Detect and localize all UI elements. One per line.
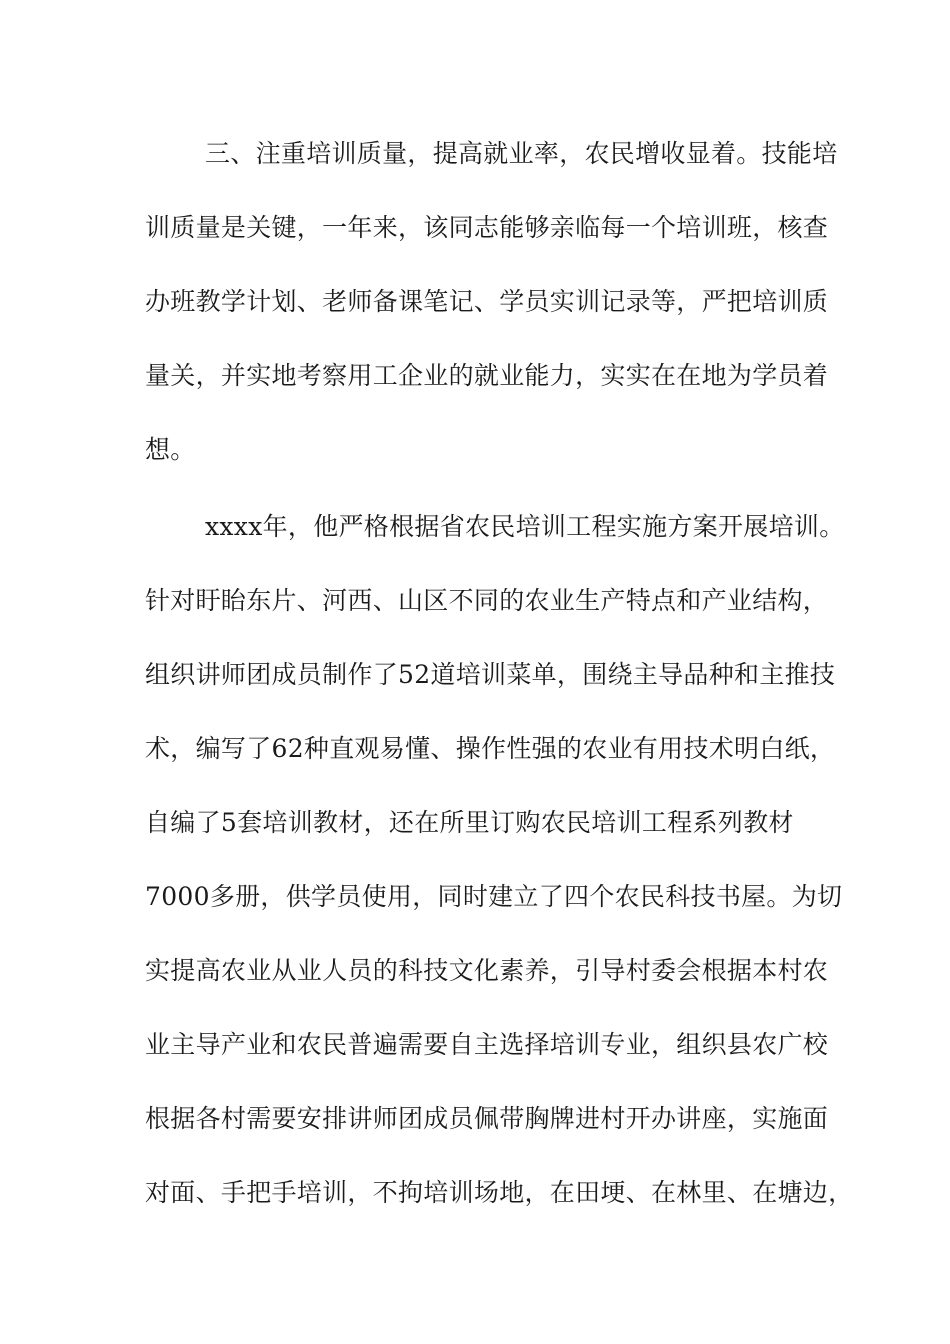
text-line-8: 组织讲师团成员制作了52道培训菜单，围绕主导品种和主推技 [145,660,836,689]
text-line-9: 术，编写了62种直观易懂、操作性强的农业有用技术明白纸， [145,734,836,763]
text-line-2: 训质量是关键，一年来，该同志能够亲临每一个培训班，核查 [145,213,829,242]
text-line-10: 自编了5套培训教材，还在所里订购农民培训工程系列教材 [145,808,794,837]
text-line-4: 量关，并实地考察用工企业的就业能力，实实在在地为学员着 [145,361,829,390]
text-line-11: 7000多册，供学员使用，同时建立了四个农民科技书屋。为切 [145,882,843,911]
text-line-3: 办班教学计划、老师备课笔记、学员实训记录等，严把培训质 [145,287,829,316]
text-line-6: xxxx年，他严格根据省农民培训工程实施方案开展培训。 [205,512,845,541]
text-line-1: 三、注重培训质量，提高就业率，农民增收显着。技能培 [205,139,838,168]
text-line-14: 根据各村需要安排讲师团成员佩带胸牌进村开办讲座，实施面 [145,1104,829,1133]
text-line-13: 业主导产业和农民普遍需要自主选择培训专业，组织县农广校 [145,1030,829,1059]
text-line-5: 想。 [145,435,196,464]
text-line-15: 对面、手把手培训，不拘培训场地，在田埂、在林里、在塘边， [145,1178,854,1207]
text-line-7: 针对盱眙东片、河西、山区不同的农业生产特点和产业结构， [145,586,829,615]
text-line-12: 实提高农业从业人员的科技文化素养，引导村委会根据本村农 [145,956,829,985]
